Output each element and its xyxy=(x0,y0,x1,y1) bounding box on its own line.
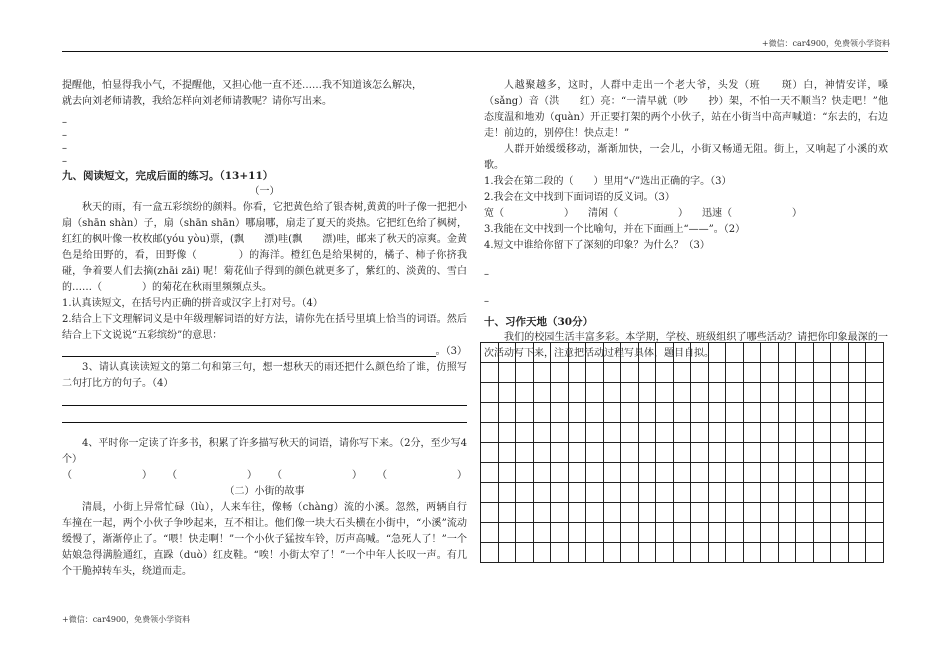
answer-dash: – xyxy=(484,296,489,307)
writing-cell[interactable] xyxy=(569,463,587,483)
writing-cell[interactable] xyxy=(691,443,709,463)
writing-cell[interactable] xyxy=(796,423,814,443)
writing-cell[interactable] xyxy=(586,543,604,563)
writing-cell[interactable] xyxy=(621,503,639,523)
answer-dash: – xyxy=(62,130,67,141)
writing-cell[interactable] xyxy=(586,423,604,443)
writing-cell[interactable] xyxy=(656,363,674,383)
writing-cell[interactable] xyxy=(499,343,517,363)
bracket-blank[interactable]: （ ） xyxy=(62,470,152,481)
writing-cell[interactable] xyxy=(674,343,692,363)
writing-cell[interactable] xyxy=(551,523,569,543)
writing-cell[interactable] xyxy=(499,403,517,423)
writing-cell[interactable] xyxy=(586,403,604,423)
writing-cell[interactable] xyxy=(831,483,849,503)
writing-cell[interactable] xyxy=(726,463,744,483)
writing-cell[interactable] xyxy=(586,383,604,403)
writing-cell[interactable] xyxy=(551,423,569,443)
writing-cell[interactable] xyxy=(744,483,762,503)
writing-cell[interactable] xyxy=(481,523,499,543)
writing-cell[interactable] xyxy=(831,363,849,383)
writing-cell[interactable] xyxy=(516,483,534,503)
writing-cell[interactable] xyxy=(639,503,657,523)
writing-cell[interactable] xyxy=(744,503,762,523)
left-column xyxy=(62,78,467,580)
page-header-note: +微信：car4900，免费领小学资料 xyxy=(761,39,890,48)
question-b-4: 4.短文中谁给你留下了深刻的印象？为什么？（3） xyxy=(484,240,710,251)
writing-cell[interactable] xyxy=(481,343,499,363)
question-9-2: 2.结合上下文理解词义是中年级理解词语的好方法，请你先在括号里填上恰当的词语。然后结合上下文说说“五彩缤纷”的意思： xyxy=(62,314,467,341)
writing-cell[interactable] xyxy=(481,383,499,403)
writing-cell[interactable] xyxy=(639,543,657,563)
writing-cell[interactable] xyxy=(691,403,709,423)
writing-cell[interactable] xyxy=(621,403,639,423)
writing-cell[interactable] xyxy=(744,423,762,443)
writing-cell[interactable] xyxy=(866,503,884,523)
antonym-blank[interactable]: 宽（ ） xyxy=(484,208,574,219)
writing-cell[interactable] xyxy=(779,523,797,543)
writing-cell[interactable] xyxy=(586,443,604,463)
writing-cell[interactable] xyxy=(849,483,867,503)
writing-cell[interactable] xyxy=(709,403,727,423)
writing-cell[interactable] xyxy=(779,503,797,523)
writing-cell[interactable] xyxy=(709,523,727,543)
writing-cell[interactable] xyxy=(569,403,587,423)
writing-cell[interactable] xyxy=(761,503,779,523)
writing-cell[interactable] xyxy=(709,343,727,363)
writing-cell[interactable] xyxy=(709,483,727,503)
writing-cell[interactable] xyxy=(656,543,674,563)
question-9-2-answer-row xyxy=(62,344,467,360)
writing-cell[interactable] xyxy=(674,383,692,403)
writing-cell[interactable] xyxy=(744,403,762,423)
writing-cell[interactable] xyxy=(726,403,744,423)
writing-cell[interactable] xyxy=(709,463,727,483)
writing-cell[interactable] xyxy=(516,403,534,423)
answer-line[interactable] xyxy=(62,409,467,423)
writing-cell[interactable] xyxy=(866,523,884,543)
section-10-title: 十、习作天地（30分） xyxy=(484,316,594,328)
writing-cell[interactable] xyxy=(604,343,622,363)
writing-cell[interactable] xyxy=(534,483,552,503)
question-b-3: 3.我能在文中找到一个比喻句，并在下面画上“——”。（2） xyxy=(484,224,746,235)
bracket-blank[interactable]: （ ） xyxy=(377,470,467,481)
writing-cell[interactable] xyxy=(639,383,657,403)
writing-cell[interactable] xyxy=(516,343,534,363)
writing-cell[interactable] xyxy=(551,503,569,523)
antonym-blanks xyxy=(484,206,888,222)
writing-cell[interactable] xyxy=(814,403,832,423)
writing-cell[interactable] xyxy=(481,463,499,483)
writing-cell[interactable] xyxy=(674,463,692,483)
page-footer-note: +微信：car4900，免费领小学资料 xyxy=(62,615,191,624)
writing-cell[interactable] xyxy=(639,523,657,543)
right-column xyxy=(484,78,888,362)
writing-cell[interactable] xyxy=(796,503,814,523)
answer-dash: – xyxy=(62,143,67,154)
writing-cell[interactable] xyxy=(604,463,622,483)
writing-cell[interactable] xyxy=(639,363,657,383)
writing-cell[interactable] xyxy=(534,383,552,403)
writing-cell[interactable] xyxy=(604,403,622,423)
writing-cell[interactable] xyxy=(534,363,552,383)
writing-cell[interactable] xyxy=(621,443,639,463)
writing-cell[interactable] xyxy=(586,523,604,543)
writing-cell[interactable] xyxy=(726,363,744,383)
writing-cell[interactable] xyxy=(761,343,779,363)
writing-cell[interactable] xyxy=(814,483,832,503)
writing-cell[interactable] xyxy=(726,443,744,463)
writing-cell[interactable] xyxy=(779,443,797,463)
writing-cell[interactable] xyxy=(849,403,867,423)
writing-cell[interactable] xyxy=(796,483,814,503)
writing-cell[interactable] xyxy=(674,543,692,563)
writing-cell[interactable] xyxy=(709,363,727,383)
writing-cell[interactable] xyxy=(586,363,604,383)
writing-cell[interactable] xyxy=(586,503,604,523)
writing-cell[interactable] xyxy=(814,363,832,383)
writing-cell[interactable] xyxy=(639,463,657,483)
antonym-blank[interactable]: 迅速（ ） xyxy=(702,208,802,219)
writing-cell[interactable] xyxy=(691,423,709,443)
writing-cell[interactable] xyxy=(604,363,622,383)
intro-line-2: 就去向刘老师请教，我给怎样向刘老师请教呢？请你写出来。 xyxy=(62,96,332,107)
writing-cell[interactable] xyxy=(691,503,709,523)
writing-cell[interactable] xyxy=(726,483,744,503)
writing-cell[interactable] xyxy=(481,403,499,423)
writing-cell[interactable] xyxy=(656,503,674,523)
writing-cell[interactable] xyxy=(481,483,499,503)
writing-cell[interactable] xyxy=(796,463,814,483)
writing-cell[interactable] xyxy=(569,503,587,523)
answer-line[interactable] xyxy=(62,392,467,406)
writing-cell[interactable] xyxy=(814,383,832,403)
writing-cell[interactable] xyxy=(744,363,762,383)
writing-cell[interactable] xyxy=(831,523,849,543)
writing-cell[interactable] xyxy=(551,343,569,363)
writing-cell[interactable] xyxy=(586,343,604,363)
writing-cell[interactable] xyxy=(691,383,709,403)
writing-cell[interactable] xyxy=(866,403,884,423)
writing-cell[interactable] xyxy=(849,383,867,403)
writing-cell[interactable] xyxy=(691,343,709,363)
writing-cell[interactable] xyxy=(534,463,552,483)
writing-cell[interactable] xyxy=(534,443,552,463)
writing-cell[interactable] xyxy=(866,463,884,483)
writing-cell[interactable] xyxy=(499,503,517,523)
writing-cell[interactable] xyxy=(639,483,657,503)
writing-cell[interactable] xyxy=(709,423,727,443)
writing-cell[interactable] xyxy=(639,423,657,443)
writing-cell[interactable] xyxy=(831,443,849,463)
writing-cell[interactable] xyxy=(481,543,499,563)
writing-cell[interactable] xyxy=(569,423,587,443)
writing-cell[interactable] xyxy=(726,383,744,403)
writing-cell[interactable] xyxy=(674,523,692,543)
writing-cell[interactable] xyxy=(656,443,674,463)
writing-cell[interactable] xyxy=(761,423,779,443)
writing-cell[interactable] xyxy=(796,523,814,543)
writing-cell[interactable] xyxy=(534,503,552,523)
writing-cell[interactable] xyxy=(761,443,779,463)
writing-cell[interactable] xyxy=(604,543,622,563)
question-b-1: 1.我会在第二段的（ ）里用“√”选出正确的字。（3） xyxy=(484,176,732,187)
writing-cell[interactable] xyxy=(796,363,814,383)
writing-cell[interactable] xyxy=(796,403,814,423)
writing-cell[interactable] xyxy=(761,523,779,543)
writing-cell[interactable] xyxy=(744,343,762,363)
writing-cell[interactable] xyxy=(481,363,499,383)
writing-cell[interactable] xyxy=(569,483,587,503)
writing-cell[interactable] xyxy=(656,523,674,543)
writing-cell[interactable] xyxy=(779,343,797,363)
antonym-blank[interactable]: 清闲（ ） xyxy=(588,208,688,219)
writing-cell[interactable] xyxy=(656,383,674,403)
writing-cell[interactable] xyxy=(849,503,867,523)
writing-cell[interactable] xyxy=(866,423,884,443)
writing-cell[interactable] xyxy=(621,343,639,363)
question-9-1: 1.认真读短文，在括号内正确的拼音或汉字上打对号。（4） xyxy=(62,298,323,309)
passage-little-street: 清晨，小街上异常忙碌（lù），人来车往，像畅（chàng）流的小溪。忽然，两辆自行车撞在一起，两个小伙子争吵起来，互不相让。他们像一块大石头横在小街中，“小溪”流动缓慢了，渐渐停止了。“喂！快走啊！”一个小伙子猛按车铃，厉声高喊。“急死人了！”一个姑娘急得满脸通红，直跺（duò）红皮鞋。“唉！小街太窄了！”一个中年人长叹一声。有几个干脆掉转车头，绕道而走。 xyxy=(62,502,467,577)
writing-cell[interactable] xyxy=(814,523,832,543)
writing-cell[interactable] xyxy=(604,523,622,543)
writing-cell[interactable] xyxy=(814,503,832,523)
writing-cell[interactable] xyxy=(516,463,534,483)
writing-cell[interactable] xyxy=(831,463,849,483)
writing-cell[interactable] xyxy=(674,363,692,383)
writing-cell[interactable] xyxy=(551,443,569,463)
writing-cell[interactable] xyxy=(516,443,534,463)
writing-cell[interactable] xyxy=(831,343,849,363)
writing-cell[interactable] xyxy=(831,543,849,563)
writing-cell[interactable] xyxy=(761,543,779,563)
writing-cell[interactable] xyxy=(656,403,674,423)
intro-line-1: 提醒他，怕显得我小气，不提醒他，又担心他一直不还……我不知道该怎么解决， xyxy=(62,80,422,91)
writing-cell[interactable] xyxy=(866,383,884,403)
writing-cell[interactable] xyxy=(866,483,884,503)
writing-cell[interactable] xyxy=(516,543,534,563)
writing-cell[interactable] xyxy=(499,443,517,463)
writing-cell[interactable] xyxy=(814,443,832,463)
writing-cell[interactable] xyxy=(516,423,534,443)
composition-writing-grid[interactable] xyxy=(480,342,884,563)
writing-cell[interactable] xyxy=(849,523,867,543)
writing-cell[interactable] xyxy=(516,363,534,383)
writing-cell[interactable] xyxy=(866,443,884,463)
passage-ending: 人群开始缓缓移动，渐渐加快，一会儿，小街又畅通无阻。街上，又响起了小溪的欢歌。 xyxy=(484,144,888,171)
writing-cell[interactable] xyxy=(849,543,867,563)
answer-dash: – xyxy=(484,269,489,280)
writing-cell[interactable] xyxy=(691,363,709,383)
writing-cell[interactable] xyxy=(709,503,727,523)
writing-cell[interactable] xyxy=(691,483,709,503)
part-2-label: （二）小街的故事 xyxy=(224,486,305,497)
writing-cell[interactable] xyxy=(779,403,797,423)
writing-cell[interactable] xyxy=(534,343,552,363)
writing-cell[interactable] xyxy=(726,543,744,563)
writing-cell[interactable] xyxy=(604,483,622,503)
writing-cell[interactable] xyxy=(604,443,622,463)
bracket-blank[interactable]: （ ） xyxy=(167,470,257,481)
writing-cell[interactable] xyxy=(604,503,622,523)
writing-cell[interactable] xyxy=(604,383,622,403)
writing-cell[interactable] xyxy=(761,363,779,383)
writing-cell[interactable] xyxy=(779,463,797,483)
writing-cell[interactable] xyxy=(796,383,814,403)
part-1-label: （一） xyxy=(249,186,280,197)
writing-cell[interactable] xyxy=(569,443,587,463)
writing-cell[interactable] xyxy=(621,523,639,543)
writing-cell[interactable] xyxy=(656,343,674,363)
writing-cell[interactable] xyxy=(516,523,534,543)
writing-cell[interactable] xyxy=(796,343,814,363)
writing-cell[interactable] xyxy=(849,363,867,383)
writing-cell[interactable] xyxy=(779,423,797,443)
writing-cell[interactable] xyxy=(499,463,517,483)
writing-cell[interactable] xyxy=(761,403,779,423)
writing-cell[interactable] xyxy=(639,443,657,463)
writing-cell[interactable] xyxy=(674,503,692,523)
question-b-2: 2.我会在文中找到下面词语的反义词。（3） xyxy=(484,192,675,203)
writing-cell[interactable] xyxy=(499,543,517,563)
writing-cell[interactable] xyxy=(866,543,884,563)
writing-cell[interactable] xyxy=(726,343,744,363)
writing-cell[interactable] xyxy=(499,523,517,543)
writing-cell[interactable] xyxy=(761,483,779,503)
writing-cell[interactable] xyxy=(639,343,657,363)
writing-cell[interactable] xyxy=(586,483,604,503)
passage-old-man: 人越聚越多，这时，人群中走出一个老大爷，头发（班 斑）白，神情安详，嗓（sǎng）音（洪 红）亮：“一清早就（吵 抄）架，不怕一天不顺当？快走吧！”他态度温和地劝（quàn）开正要打架的两个小伙子，站在小街当中高声喊道：“东去的，右边走！前边的，别停住！快点走！” xyxy=(484,80,888,139)
writing-cell[interactable] xyxy=(551,403,569,423)
writing-cell[interactable] xyxy=(849,343,867,363)
writing-cell[interactable] xyxy=(481,423,499,443)
passage-autumn-rain: 秋天的雨，有一盒五彩缤纷的颜料。你看，它把黄色给了银杏树,黄黄的叶子像一把把小扇（shān shàn）子，扇（shān shān）哪扇哪，扇走了夏天的炎热。它把红色给了枫树，红红的枫叶像一枚枚邮(yóu yòu)票，(飘 漂)哇(飘 漂)哇，邮来了秋天的凉爽。金黄色是给田野的，看，田野像（ ）的海洋。橙红色是给果树的，橘子、柿子你挤我碰，争着要人们去摘(zhāi zāi) 呢！菊花仙子得到的颜色就更多了，紫红的、淡黄的、雪白的……（ ）的菊花在秋雨里频频点头。 xyxy=(62,202,467,293)
writing-cell[interactable] xyxy=(831,503,849,523)
vocabulary-brackets xyxy=(62,468,467,484)
writing-cell[interactable] xyxy=(499,483,517,503)
writing-cell[interactable] xyxy=(621,543,639,563)
writing-cell[interactable] xyxy=(569,363,587,383)
writing-cell[interactable] xyxy=(621,363,639,383)
writing-cell[interactable] xyxy=(639,403,657,423)
writing-cell[interactable] xyxy=(621,383,639,403)
writing-cell[interactable] xyxy=(744,523,762,543)
writing-cell[interactable] xyxy=(674,403,692,423)
writing-cell[interactable] xyxy=(709,443,727,463)
writing-cell[interactable] xyxy=(656,463,674,483)
writing-cell[interactable] xyxy=(551,363,569,383)
writing-cell[interactable] xyxy=(656,423,674,443)
answer-line[interactable] xyxy=(62,344,436,357)
writing-cell[interactable] xyxy=(534,543,552,563)
bracket-blank[interactable]: （ ） xyxy=(272,470,362,481)
writing-cell[interactable] xyxy=(481,443,499,463)
writing-cell[interactable] xyxy=(586,463,604,483)
writing-cell[interactable] xyxy=(516,383,534,403)
writing-cell[interactable] xyxy=(569,523,587,543)
answer-dash: – xyxy=(62,117,67,128)
writing-cell[interactable] xyxy=(569,383,587,403)
writing-cell[interactable] xyxy=(744,443,762,463)
writing-cell[interactable] xyxy=(604,423,622,443)
writing-cell[interactable] xyxy=(761,383,779,403)
writing-cell[interactable] xyxy=(551,463,569,483)
writing-cell[interactable] xyxy=(779,363,797,383)
writing-cell[interactable] xyxy=(534,423,552,443)
writing-cell[interactable] xyxy=(621,483,639,503)
writing-cell[interactable] xyxy=(499,363,517,383)
writing-cell[interactable] xyxy=(831,403,849,423)
writing-cell[interactable] xyxy=(814,463,832,483)
writing-cell[interactable] xyxy=(656,483,674,503)
writing-cell[interactable] xyxy=(761,463,779,483)
writing-cell[interactable] xyxy=(744,543,762,563)
writing-cell[interactable] xyxy=(516,503,534,523)
question-9-2-score: 。（3） xyxy=(435,346,467,357)
writing-cell[interactable] xyxy=(726,503,744,523)
writing-cell[interactable] xyxy=(796,543,814,563)
writing-cell[interactable] xyxy=(499,383,517,403)
writing-cell[interactable] xyxy=(709,543,727,563)
writing-cell[interactable] xyxy=(569,343,587,363)
writing-cell[interactable] xyxy=(796,443,814,463)
writing-cell[interactable] xyxy=(674,483,692,503)
writing-cell[interactable] xyxy=(779,483,797,503)
writing-cell[interactable] xyxy=(551,383,569,403)
writing-cell[interactable] xyxy=(551,483,569,503)
writing-cell[interactable] xyxy=(674,443,692,463)
writing-cell[interactable] xyxy=(621,423,639,443)
header-rule xyxy=(62,51,888,52)
writing-cell[interactable] xyxy=(674,423,692,443)
writing-cell[interactable] xyxy=(569,543,587,563)
writing-cell[interactable] xyxy=(726,523,744,543)
writing-cell[interactable] xyxy=(691,523,709,543)
writing-cell[interactable] xyxy=(831,423,849,443)
writing-cell[interactable] xyxy=(849,463,867,483)
writing-cell[interactable] xyxy=(499,423,517,443)
writing-cell[interactable] xyxy=(691,543,709,563)
question-9-3: 3、请认真读读短文的第二句和第三句，想一想秋天的雨还把什么颜色给了谁，仿照写二句打比方的句子。（4） xyxy=(62,362,467,389)
answer-dash: – xyxy=(62,156,67,167)
writing-cell[interactable] xyxy=(814,543,832,563)
writing-cell[interactable] xyxy=(849,423,867,443)
writing-cell[interactable] xyxy=(814,423,832,443)
writing-cell[interactable] xyxy=(534,523,552,543)
writing-cell[interactable] xyxy=(709,383,727,403)
question-9-4: 4、平时你一定读了许多书，积累了许多描写秋天的词语，请你写下来。（2分，至少写4个） xyxy=(62,438,467,465)
writing-cell[interactable] xyxy=(726,423,744,443)
writing-cell[interactable] xyxy=(744,463,762,483)
writing-cell[interactable] xyxy=(534,403,552,423)
writing-cell[interactable] xyxy=(831,383,849,403)
writing-cell[interactable] xyxy=(691,463,709,483)
composition-prompt: 我们的校园生活丰富多彩。本学期，学校、班级组织了哪些活动？请把你印象最深的一次活动写下来，注意把活动过程写具体，题目自拟。 xyxy=(484,332,888,359)
writing-cell[interactable] xyxy=(866,343,884,363)
writing-cell[interactable] xyxy=(551,543,569,563)
writing-cell[interactable] xyxy=(481,503,499,523)
writing-cell[interactable] xyxy=(621,463,639,483)
writing-cell[interactable] xyxy=(866,363,884,383)
writing-cell[interactable] xyxy=(849,443,867,463)
section-9-title: 九、阅读短文，完成后面的练习。（13+11） xyxy=(62,170,274,182)
writing-cell[interactable] xyxy=(779,383,797,403)
writing-cell[interactable] xyxy=(814,343,832,363)
writing-cell[interactable] xyxy=(744,383,762,403)
writing-cell[interactable] xyxy=(779,543,797,563)
